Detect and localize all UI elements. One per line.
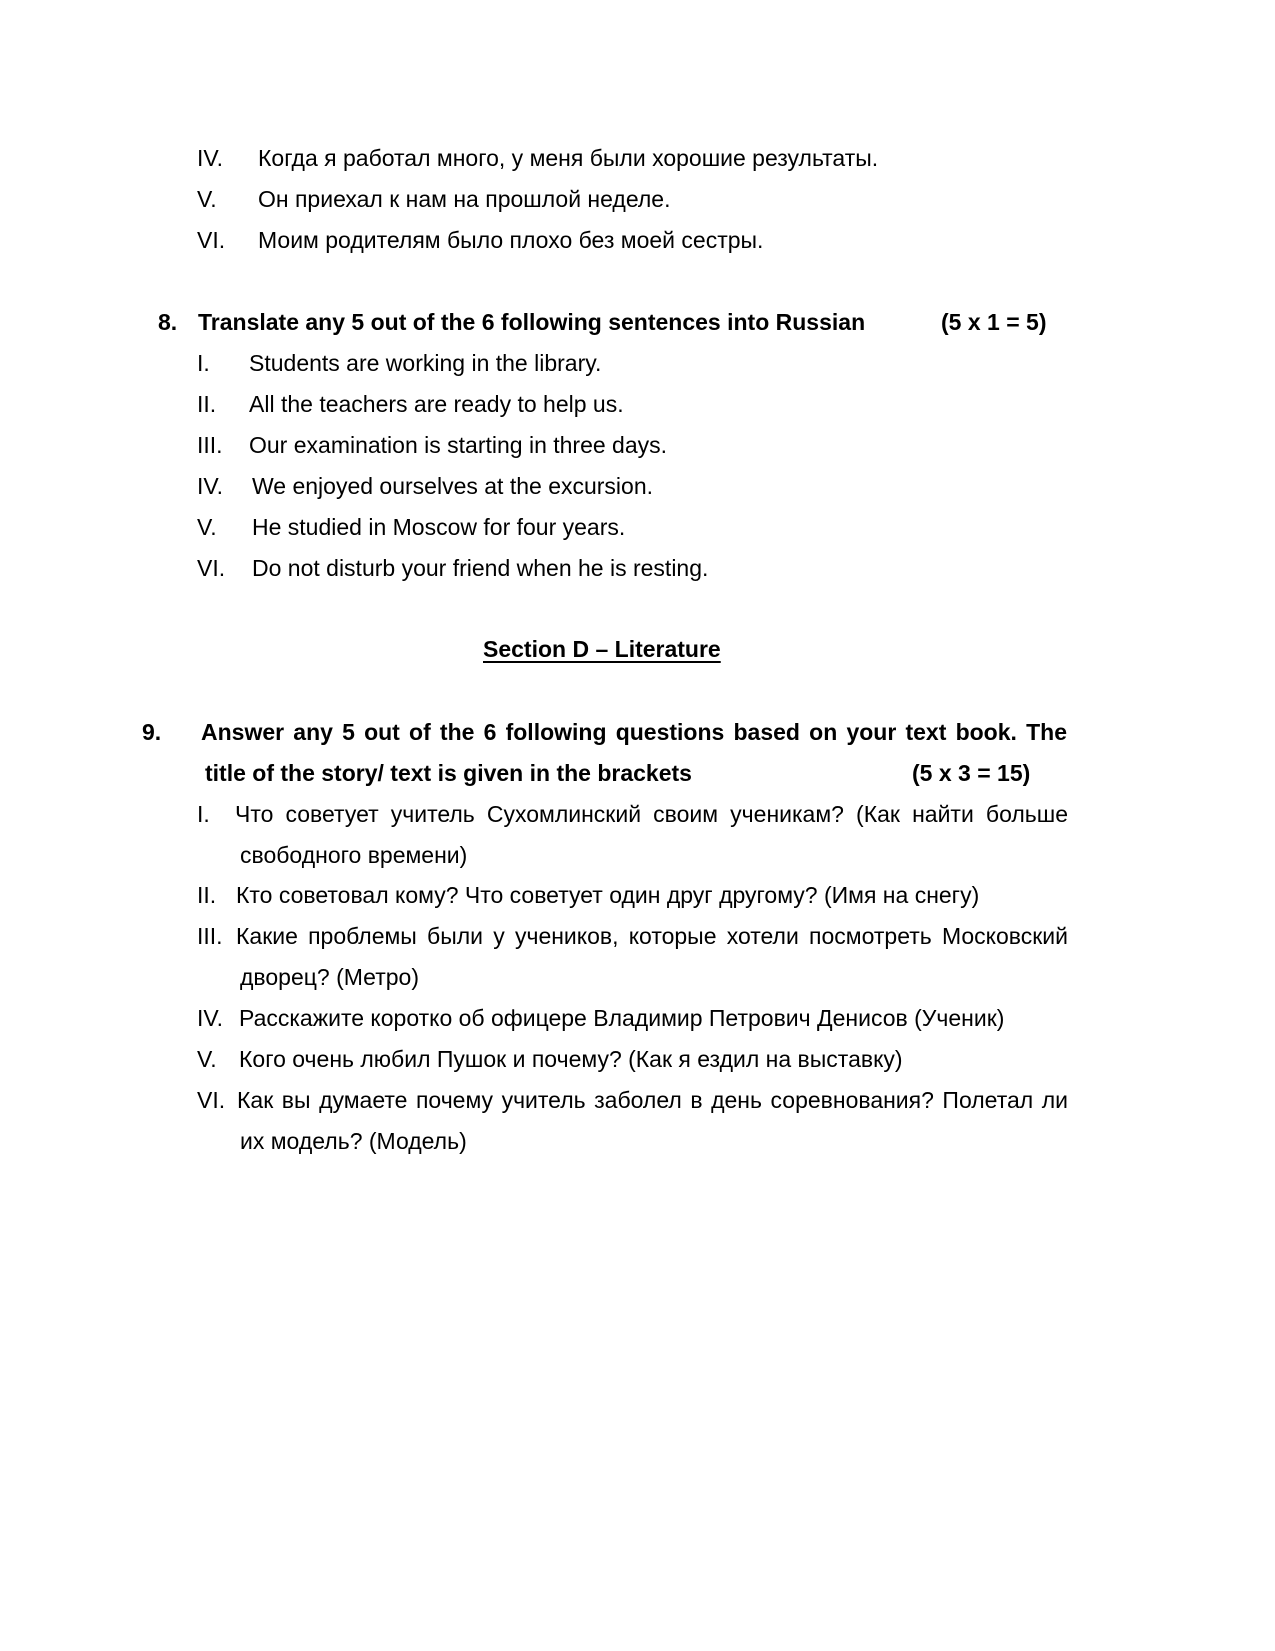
question-9-line-2: title of the story/ text is given in the brackets [205,760,692,786]
prev-item-6-text: Моим родителям было плохо без моей сестры. [258,227,764,253]
q9-item-6-line-1: Как вы думаете почему учитель заболел в день соревнования? Полетал ли [237,1087,1068,1113]
prev-item-4-number: IV. [197,145,224,171]
prev-item-5-number: V. [197,186,217,212]
question-9-number: 9. [142,719,162,745]
q9-item-6-number: VI. [197,1087,226,1113]
q8-item-1-text: Students are working in the library. [249,350,602,376]
q9-item-4-number: IV. [197,1005,224,1031]
question-9-marks: (5 x 3 = 15) [912,760,1031,786]
q8-item-4-number: IV. [197,473,224,499]
q9-item-6-line-2: их модель? (Модель) [240,1128,467,1154]
q9-item-3-line-2: дворец? (Метро) [240,964,419,990]
q8-item-6-number: VI. [197,555,226,581]
question-8-number: 8. [158,309,178,335]
q9-item-3-line-1: Какие проблемы были у учеников, которые хотели посмотреть Московский [236,923,1068,949]
q8-item-6-text: Do not disturb your friend when he is resting. [252,555,709,581]
q9-item-2-line-1: Кто советовал кому? Что советует один друг другому? (Имя на снегу) [236,882,980,908]
prev-item-5-text: Он приехал к нам на прошлой неделе. [258,186,671,212]
q8-item-1-number: I. [197,350,210,376]
q9-item-5-number: V. [197,1046,217,1072]
question-8-text: Translate any 5 out of the 6 following sentences into Russian [198,309,866,335]
q9-item-1-line-1: Что советует учитель Сухомлинский своим ученикам? (Как найти больше [235,801,1068,827]
q9-item-4-line-1: Расскажите коротко об офицере Владимир Петрович Денисов (Ученик) [239,1005,1005,1031]
section-title: Section D – Literature [483,636,721,662]
q8-item-3-text: Our examination is starting in three days. [249,432,668,458]
q9-item-3-number: III. [197,923,223,949]
q9-item-1-line-2: свободного времени) [240,842,468,868]
q8-item-3-number: III. [197,432,223,458]
question-8-marks: (5 x 1 = 5) [941,309,1047,335]
q8-item-5-text: He studied in Moscow for four years. [252,514,626,540]
q9-item-2-number: II. [197,882,217,908]
q9-item-1-number: I. [197,801,210,827]
prev-item-6-number: VI. [197,227,226,253]
question-9-line-1: Answer any 5 out of the 6 following questions based on your text book. The [201,719,1067,745]
q8-item-5-number: V. [197,514,217,540]
q8-item-2-text: All the teachers are ready to help us. [249,391,624,417]
prev-item-4-text: Когда я работал много, у меня были хорошие результаты. [258,145,879,171]
q8-item-4-text: We enjoyed ourselves at the excursion. [252,473,654,499]
q8-item-2-number: II. [197,391,217,417]
q9-item-5-line-1: Кого очень любил Пушок и почему? (Как я ездил на выставку) [239,1046,903,1072]
